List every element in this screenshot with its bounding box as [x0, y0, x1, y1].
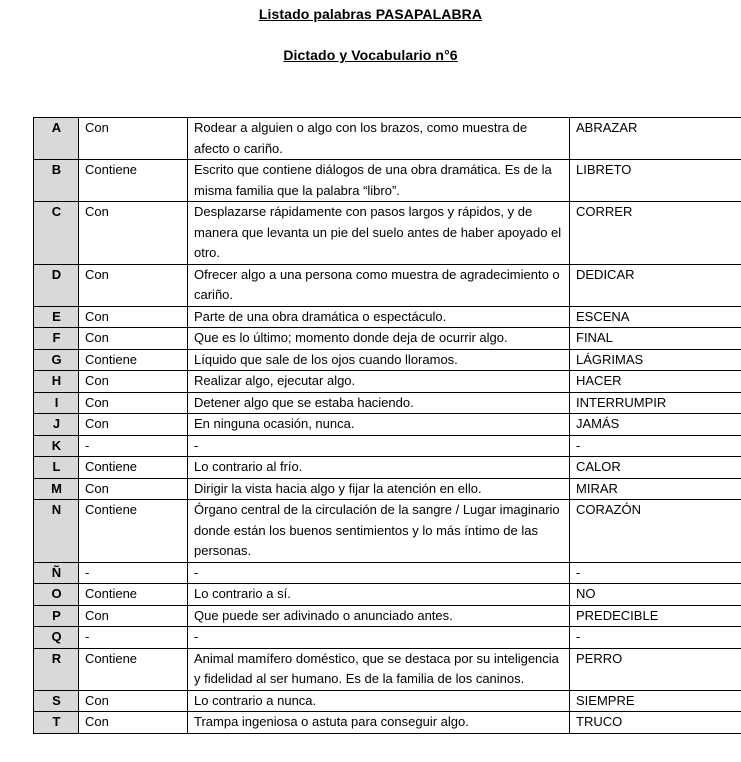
table-row: [34, 435, 741, 457]
cell-letter-text: G: [51, 351, 62, 367]
cell-answer-word-text: CALOR: [576, 459, 621, 474]
cell-answer-word-text: -: [576, 437, 581, 453]
table-row: [34, 118, 741, 160]
cell-answer-word-text: -: [576, 564, 581, 580]
cell-answer-word-text: DEDICAR: [576, 266, 635, 282]
cell-letter-text: F: [52, 330, 61, 345]
cell-letter-text: C: [51, 204, 62, 219]
cell-definition: [188, 160, 570, 202]
cell-clue-type-text: Con: [85, 714, 109, 729]
cell-definition: [188, 435, 570, 457]
cell-letter: [34, 562, 79, 584]
cell-letter-text: Q: [51, 629, 62, 644]
cell-clue-type-text: Con: [85, 480, 109, 496]
cell-clue-type: [79, 160, 188, 202]
cell-definition-text: Desplazarse rápidamente con pasos largos y rápidos, y de manera que levanta un pie del suelo antes de haber apoyado el otro.: [194, 204, 562, 260]
cell-clue-type-text: Con: [85, 692, 109, 708]
cell-clue-type-text: Contiene: [85, 162, 138, 177]
cell-clue-type-text: Contiene: [85, 459, 138, 474]
cell-clue-type: [79, 457, 188, 479]
table-row: [34, 349, 741, 371]
cell-answer-word-text: LÁGRIMAS: [576, 351, 644, 367]
cell-definition-text: Detener algo que se estaba haciendo.: [194, 394, 414, 410]
cell-letter-text: E: [52, 308, 61, 324]
cell-clue-type: [79, 414, 188, 436]
word-list-table-container: [33, 117, 708, 734]
cell-definition: [188, 371, 570, 393]
table-row: [34, 414, 741, 436]
cell-definition: [188, 392, 570, 414]
cell-answer-word: [570, 371, 741, 393]
cell-clue-type-text: Con: [85, 266, 109, 282]
cell-definition-text: Trampa ingeniosa o astuta para conseguir algo.: [194, 714, 469, 729]
cell-letter: [34, 160, 79, 202]
cell-letter: [34, 500, 79, 563]
cell-clue-type: [79, 562, 188, 584]
cell-clue-type: [79, 392, 188, 414]
cell-clue-type-text: Con: [85, 373, 109, 388]
cell-answer-word: [570, 435, 741, 457]
cell-letter: [34, 392, 79, 414]
cell-answer-word: [570, 648, 741, 690]
table-row: [34, 202, 741, 265]
cell-letter-text: H: [51, 373, 62, 388]
cell-letter-text: K: [51, 437, 62, 453]
cell-clue-type-text: Con: [85, 308, 109, 324]
cell-clue-type: [79, 371, 188, 393]
cell-clue-type: [79, 349, 188, 371]
cell-definition: [188, 627, 570, 649]
table-row: [34, 264, 741, 306]
cell-clue-type-text: Con: [85, 330, 109, 345]
table-row: [34, 690, 741, 712]
cell-clue-type-text: Contiene: [85, 502, 138, 517]
cell-answer-word-text: PERRO: [576, 650, 623, 666]
cell-answer-word: [570, 478, 741, 500]
table-body: [34, 118, 741, 734]
cell-clue-type-text: Con: [85, 607, 109, 623]
cell-definition: [188, 306, 570, 328]
cell-definition: [188, 562, 570, 584]
cell-clue-type-text: -: [85, 564, 90, 580]
page-subtitle: Dictado y Vocabulario n°6: [283, 47, 458, 63]
cell-clue-type-text: Contiene: [85, 351, 138, 367]
cell-definition-text: Que es lo último; momento donde deja de ocurrir algo.: [194, 330, 508, 345]
cell-letter-text: N: [51, 502, 62, 517]
cell-answer-word-text: -: [576, 629, 581, 644]
cell-definition-text: Lo contrario a nunca.: [194, 692, 317, 708]
cell-definition: [188, 202, 570, 265]
cell-clue-type-text: -: [85, 629, 90, 644]
cell-letter-text: R: [51, 650, 62, 666]
table-row: [34, 306, 741, 328]
cell-answer-word: [570, 328, 741, 350]
cell-clue-type-text: Con: [85, 204, 109, 219]
cell-answer-word: [570, 392, 741, 414]
cell-definition: [188, 605, 570, 627]
cell-answer-word: [570, 500, 741, 563]
cell-definition-text: Líquido que sale de los ojos cuando lloramos.: [194, 351, 458, 367]
page-title: Listado palabras PASAPALABRA: [258, 6, 483, 22]
cell-definition-text: -: [194, 564, 199, 580]
cell-answer-word-text: CORRER: [576, 204, 633, 219]
cell-answer-word: [570, 306, 741, 328]
cell-answer-word-text: TRUCO: [576, 714, 623, 729]
cell-definition-text: Lo contrario a sí.: [194, 586, 291, 601]
cell-clue-type: [79, 306, 188, 328]
cell-letter-text: M: [51, 480, 62, 496]
cell-letter-text: Ñ: [51, 564, 62, 580]
table-row: [34, 371, 741, 393]
cell-clue-type-text: -: [85, 437, 90, 453]
cell-clue-type: [79, 690, 188, 712]
cell-definition-text: Rodear a alguien o algo con los brazos, como muestra de afecto o cariño.: [194, 120, 528, 156]
cell-letter: [34, 605, 79, 627]
table-row: [34, 712, 741, 734]
cell-clue-type-text: Contiene: [85, 650, 138, 666]
cell-clue-type: [79, 328, 188, 350]
cell-answer-word: [570, 349, 741, 371]
cell-letter-text: D: [51, 266, 62, 282]
cell-clue-type: [79, 712, 188, 734]
cell-answer-word: [570, 457, 741, 479]
cell-definition-text: Animal mamífero doméstico, que se destaca por su inteligencia y fidelidad al ser humano. Es de la familia de los caninos.: [194, 650, 559, 686]
cell-letter-text: B: [51, 162, 62, 177]
cell-letter-text: I: [54, 394, 59, 410]
cell-clue-type: [79, 264, 188, 306]
cell-definition-text: Parte de una obra dramática o espectáculo.: [194, 308, 447, 324]
cell-answer-word-text: SIEMPRE: [576, 692, 635, 708]
cell-letter: [34, 648, 79, 690]
cell-definition: [188, 648, 570, 690]
table-row: [34, 457, 741, 479]
word-list-table: [33, 117, 741, 734]
table-row: [34, 160, 741, 202]
cell-answer-word: [570, 414, 741, 436]
cell-letter: [34, 414, 79, 436]
cell-answer-word: [570, 690, 741, 712]
cell-letter: [34, 371, 79, 393]
cell-definition-text: Ofrecer algo a una persona como muestra de agradecimiento o cariño.: [194, 266, 560, 302]
cell-answer-word-text: MIRAR: [576, 480, 618, 496]
cell-definition-text: Escrito que contiene diálogos de una obra dramática. Es de la misma familia que la palabra “libro”.: [194, 162, 552, 198]
cell-answer-word: [570, 584, 741, 606]
cell-clue-type: [79, 648, 188, 690]
cell-definition-text: Lo contrario al frío.: [194, 459, 303, 474]
cell-definition: [188, 118, 570, 160]
cell-definition-text: Dirigir la vista hacia algo y fijar la atención en ello.: [194, 480, 482, 496]
cell-definition: [188, 478, 570, 500]
cell-clue-type-text: Con: [85, 394, 109, 410]
cell-clue-type: [79, 627, 188, 649]
cell-clue-type-text: Con: [85, 120, 109, 135]
cell-definition: [188, 264, 570, 306]
cell-clue-type: [79, 584, 188, 606]
cell-letter: [34, 478, 79, 500]
cell-letter-text: A: [51, 120, 62, 135]
cell-answer-word-text: HACER: [576, 373, 622, 388]
cell-letter-text: T: [52, 714, 61, 729]
cell-letter-text: O: [51, 586, 62, 601]
cell-answer-word-text: JAMÁS: [576, 416, 620, 431]
cell-letter: [34, 712, 79, 734]
cell-clue-type: [79, 435, 188, 457]
cell-clue-type: [79, 500, 188, 563]
cell-letter: [34, 306, 79, 328]
cell-clue-type: [79, 118, 188, 160]
cell-answer-word: [570, 605, 741, 627]
cell-definition: [188, 328, 570, 350]
cell-definition: [188, 690, 570, 712]
cell-answer-word-text: LIBRETO: [576, 162, 632, 177]
cell-answer-word: [570, 627, 741, 649]
cell-answer-word: [570, 562, 741, 584]
cell-clue-type-text: Con: [85, 416, 109, 431]
cell-letter: [34, 349, 79, 371]
cell-letter-text: P: [52, 607, 61, 623]
cell-letter-text: J: [52, 416, 61, 431]
cell-definition: [188, 414, 570, 436]
table-row: [34, 627, 741, 649]
cell-letter: [34, 627, 79, 649]
cell-answer-word-text: INTERRUMPIR: [576, 394, 667, 410]
cell-letter: [34, 118, 79, 160]
cell-clue-type: [79, 478, 188, 500]
cell-definition: [188, 349, 570, 371]
cell-letter: [34, 435, 79, 457]
cell-letter: [34, 584, 79, 606]
cell-definition-text: En ninguna ocasión, nunca.: [194, 416, 355, 431]
cell-letter-text: L: [52, 459, 61, 474]
cell-definition-text: Órgano central de la circulación de la sangre / Lugar imaginario donde están los buenos sentimientos y lo más íntimo de las personas.: [194, 502, 560, 558]
cell-definition: [188, 712, 570, 734]
table-row: [34, 648, 741, 690]
cell-answer-word: [570, 264, 741, 306]
table-row: [34, 562, 741, 584]
cell-answer-word: [570, 160, 741, 202]
cell-definition: [188, 500, 570, 563]
table-row: [34, 605, 741, 627]
cell-answer-word-text: ESCENA: [576, 308, 630, 324]
cell-letter: [34, 202, 79, 265]
cell-answer-word-text: ABRAZAR: [576, 120, 638, 135]
cell-definition: [188, 457, 570, 479]
cell-definition: [188, 584, 570, 606]
cell-definition-text: -: [194, 629, 199, 644]
cell-letter-text: S: [52, 692, 61, 708]
cell-answer-word-text: CORAZÓN: [576, 502, 641, 517]
cell-letter: [34, 328, 79, 350]
cell-answer-word-text: NO: [576, 586, 596, 601]
cell-answer-word: [570, 118, 741, 160]
cell-letter: [34, 457, 79, 479]
cell-definition-text: Realizar algo, ejecutar algo.: [194, 373, 356, 388]
cell-definition-text: Que puede ser adivinado o anunciado antes.: [194, 607, 453, 623]
cell-clue-type: [79, 202, 188, 265]
table-row: [34, 478, 741, 500]
table-row: [34, 328, 741, 350]
table-row: [34, 392, 741, 414]
cell-letter: [34, 264, 79, 306]
cell-clue-type-text: Contiene: [85, 586, 138, 601]
cell-definition-text: -: [194, 437, 199, 453]
table-row: [34, 584, 741, 606]
cell-answer-word-text: PREDECIBLE: [576, 607, 659, 623]
document-header: [0, 0, 741, 65]
cell-answer-word-text: FINAL: [576, 330, 613, 345]
table-row: [34, 500, 741, 563]
cell-clue-type: [79, 605, 188, 627]
cell-letter: [34, 690, 79, 712]
cell-answer-word: [570, 712, 741, 734]
cell-answer-word: [570, 202, 741, 265]
